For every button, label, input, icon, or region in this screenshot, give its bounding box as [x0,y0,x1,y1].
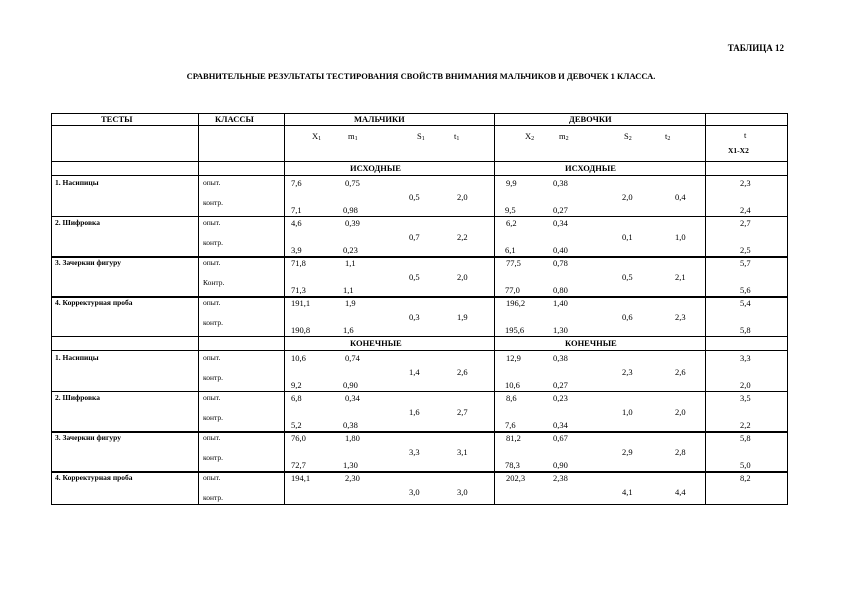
header-s2: S2 [624,131,632,142]
cell-boys-x-exp: 71,8 [291,258,306,268]
cell-class-control: Контр. [203,278,225,287]
cell-girls-t: 2,0 [675,407,686,417]
cell-boys-m-ctrl: 0,23 [343,245,358,255]
cell-girls-m-exp: 0,34 [553,218,568,228]
cell-girls-m-exp: 0,67 [553,433,568,443]
cell-girls-x-exp: 77,5 [506,258,521,268]
cell-boys-x-exp: 76,0 [291,433,306,443]
cell-class-control: контр. [203,493,224,502]
cell-class-experimental: опыт. [203,433,221,442]
cell-boys-t: 2,6 [457,367,468,377]
cell-girls-m-exp: 2,38 [553,473,568,483]
cell-diff-exp: 2,3 [740,178,751,188]
cell-girls-s: 2,3 [622,367,633,377]
cell-girls-s: 2,0 [622,192,633,202]
cell-girls-m-ctrl: 0,40 [553,245,568,255]
header-tests: ТЕСТЫ [101,114,133,124]
cell-boys-m-exp: 0,34 [345,393,360,403]
cell-girls-m-ctrl: 0,34 [553,420,568,430]
cell-boys-x-exp: 6,8 [291,393,302,403]
cell-girls-s: 2,9 [622,447,633,457]
cell-girls-m-exp: 0,78 [553,258,568,268]
cell-diff-ctrl: 5,0 [740,460,751,470]
cell-test-name: 1. Насипицы [55,353,99,362]
cell-diff-ctrl: 2,2 [740,420,751,430]
cell-girls-t: 2,8 [675,447,686,457]
cell-boys-s: 0,3 [409,312,420,322]
cell-girls-m-ctrl: 0,27 [553,380,568,390]
results-table [51,113,788,505]
cell-boys-t: 2,2 [457,232,468,242]
cell-test-name: 4. Корректурная проба [55,298,133,307]
section-label-girls-final: КОНЕЧНЫЕ [565,338,617,348]
cell-girls-m-exp: 0,38 [553,178,568,188]
header-m2: m2 [559,131,569,142]
header-t: t [744,130,747,140]
cell-class-control: контр. [203,238,224,247]
cell-boys-s: 0,5 [409,192,420,202]
cell-boys-x-exp: 7,6 [291,178,302,188]
cell-girls-t: 4,4 [675,487,686,497]
cell-girls-t: 2,1 [675,272,686,282]
header-s1: S1 [417,131,425,142]
cell-boys-x-ctrl: 72,7 [291,460,306,470]
header-girls: ДЕВОЧКИ [569,114,612,124]
header-t2: t2 [665,131,671,142]
cell-girls-t: 2,6 [675,367,686,377]
cell-diff-ctrl: 2,4 [740,205,751,215]
cell-girls-x-ctrl: 195,6 [505,325,525,335]
cell-boys-m-ctrl: 1,6 [343,325,354,335]
cell-boys-m-ctrl: 1,1 [343,285,354,295]
cell-girls-x-ctrl: 10,6 [505,380,520,390]
cell-boys-m-ctrl: 1,30 [343,460,358,470]
header-classes: КЛАССЫ [215,114,254,124]
cell-test-name: 3. Зачеркни фигуру [55,258,121,267]
cell-boys-m-exp: 1,80 [345,433,360,443]
cell-class-experimental: опыт. [203,258,221,267]
cell-boys-m-exp: 2,30 [345,473,360,483]
cell-boys-s: 1,4 [409,367,420,377]
cell-girls-x-exp: 8,6 [506,393,517,403]
cell-girls-x-ctrl: 78,3 [505,460,520,470]
cell-boys-m-ctrl: 0,38 [343,420,358,430]
section-label-boys-final: КОНЕЧНЫЕ [350,338,402,348]
cell-girls-x-ctrl: 77,0 [505,285,520,295]
cell-boys-t: 3,1 [457,447,468,457]
cell-girls-s: 0,1 [622,232,633,242]
cell-girls-m-exp: 1,40 [553,298,568,308]
cell-girls-m-ctrl: 1,30 [553,325,568,335]
cell-class-control: контр. [203,453,224,462]
cell-girls-x-exp: 196,2 [506,298,526,308]
cell-boys-x-exp: 10,6 [291,353,306,363]
cell-boys-s: 0,5 [409,272,420,282]
cell-test-name: 2. Шифровка [55,393,100,402]
cell-boys-m-exp: 0,39 [345,218,360,228]
header-t-diff: X1-X2 [728,146,749,155]
cell-boys-m-ctrl: 0,98 [343,205,358,215]
cell-boys-t: 2,0 [457,192,468,202]
cell-boys-x-exp: 4,6 [291,218,302,228]
cell-class-control: контр. [203,413,224,422]
cell-diff-exp: 5,8 [740,433,751,443]
cell-boys-x-ctrl: 5,2 [291,420,302,430]
section-label-girls-initial: ИСХОДНЫЕ [565,163,616,173]
cell-girls-t: 0,4 [675,192,686,202]
cell-boys-x-ctrl: 190,8 [291,325,311,335]
cell-class-experimental: опыт. [203,393,221,402]
cell-girls-x-ctrl: 7,6 [505,420,516,430]
section-label-boys-initial: ИСХОДНЫЕ [350,163,401,173]
cell-class-control: контр. [203,373,224,382]
cell-boys-s: 1,6 [409,407,420,417]
cell-diff-exp: 8,2 [740,473,751,483]
cell-class-control: контр. [203,318,224,327]
cell-diff-ctrl: 5,8 [740,325,751,335]
cell-boys-m-exp: 0,75 [345,178,360,188]
cell-girls-x-exp: 9,9 [506,178,517,188]
cell-diff-exp: 2,7 [740,218,751,228]
header-x2: X2 [525,131,535,142]
cell-boys-t: 1,9 [457,312,468,322]
cell-boys-x-exp: 191,1 [291,298,311,308]
document-title: СРАВНИТЕЛЬНЫЕ РЕЗУЛЬТАТЫ ТЕСТИРОВАНИЯ СВОЙСТВ ВНИМАНИЯ МАЛЬЧИКОВ И ДЕВОЧЕК 1 КЛАССА. [186,71,656,81]
cell-boys-x-exp: 194,1 [291,473,311,483]
cell-girls-x-exp: 6,2 [506,218,517,228]
cell-class-experimental: опыт. [203,218,221,227]
cell-diff-exp: 5,7 [740,258,751,268]
cell-diff-exp: 3,5 [740,393,751,403]
cell-boys-x-ctrl: 7,1 [291,205,302,215]
cell-class-experimental: опыт. [203,298,221,307]
cell-diff-ctrl: 2,0 [740,380,751,390]
cell-test-name: 2. Шифровка [55,218,100,227]
cell-girls-x-ctrl: 9,5 [505,205,516,215]
cell-girls-x-exp: 81,2 [506,433,521,443]
cell-boys-x-ctrl: 9,2 [291,380,302,390]
cell-test-name: 1. Насипицы [55,178,99,187]
cell-girls-m-ctrl: 0,90 [553,460,568,470]
cell-girls-m-ctrl: 0,80 [553,285,568,295]
cell-boys-x-ctrl: 3,9 [291,245,302,255]
cell-girls-s: 0,6 [622,312,633,322]
cell-boys-m-exp: 1,1 [345,258,356,268]
cell-boys-m-ctrl: 0,90 [343,380,358,390]
cell-girls-m-exp: 0,38 [553,353,568,363]
cell-girls-s: 4,1 [622,487,633,497]
cell-diff-exp: 3,3 [740,353,751,363]
cell-diff-ctrl: 2,5 [740,245,751,255]
cell-boys-m-exp: 0,74 [345,353,360,363]
table-number-label: ТАБЛИЦА 12 [727,43,784,53]
cell-class-control: контр. [203,198,224,207]
cell-boys-x-ctrl: 71,3 [291,285,306,295]
cell-boys-s: 0,7 [409,232,420,242]
cell-girls-m-ctrl: 0,27 [553,205,568,215]
cell-class-experimental: опыт. [203,178,221,187]
cell-girls-x-exp: 202,3 [506,473,526,483]
cell-test-name: 3. Зачеркни фигуру [55,433,121,442]
header-m1: m1 [348,131,358,142]
header-boys: МАЛЬЧИКИ [354,114,405,124]
cell-boys-m-exp: 1,9 [345,298,356,308]
cell-boys-t: 3,0 [457,487,468,497]
cell-girls-s: 0,5 [622,272,633,282]
header-t1: t1 [454,131,460,142]
cell-boys-s: 3,3 [409,447,420,457]
cell-boys-s: 3,0 [409,487,420,497]
cell-diff-ctrl: 5,6 [740,285,751,295]
cell-girls-x-exp: 12,9 [506,353,521,363]
cell-boys-t: 2,7 [457,407,468,417]
cell-girls-m-exp: 0,23 [553,393,568,403]
cell-test-name: 4. Корректурная проба [55,473,133,482]
cell-girls-t: 1,0 [675,232,686,242]
cell-girls-x-ctrl: 6,1 [505,245,516,255]
cell-class-experimental: опыт. [203,353,221,362]
cell-class-experimental: опыт. [203,473,221,482]
cell-girls-t: 2,3 [675,312,686,322]
cell-boys-t: 2,0 [457,272,468,282]
header-x1: X1 [312,131,322,142]
cell-diff-exp: 5,4 [740,298,751,308]
cell-girls-s: 1,0 [622,407,633,417]
